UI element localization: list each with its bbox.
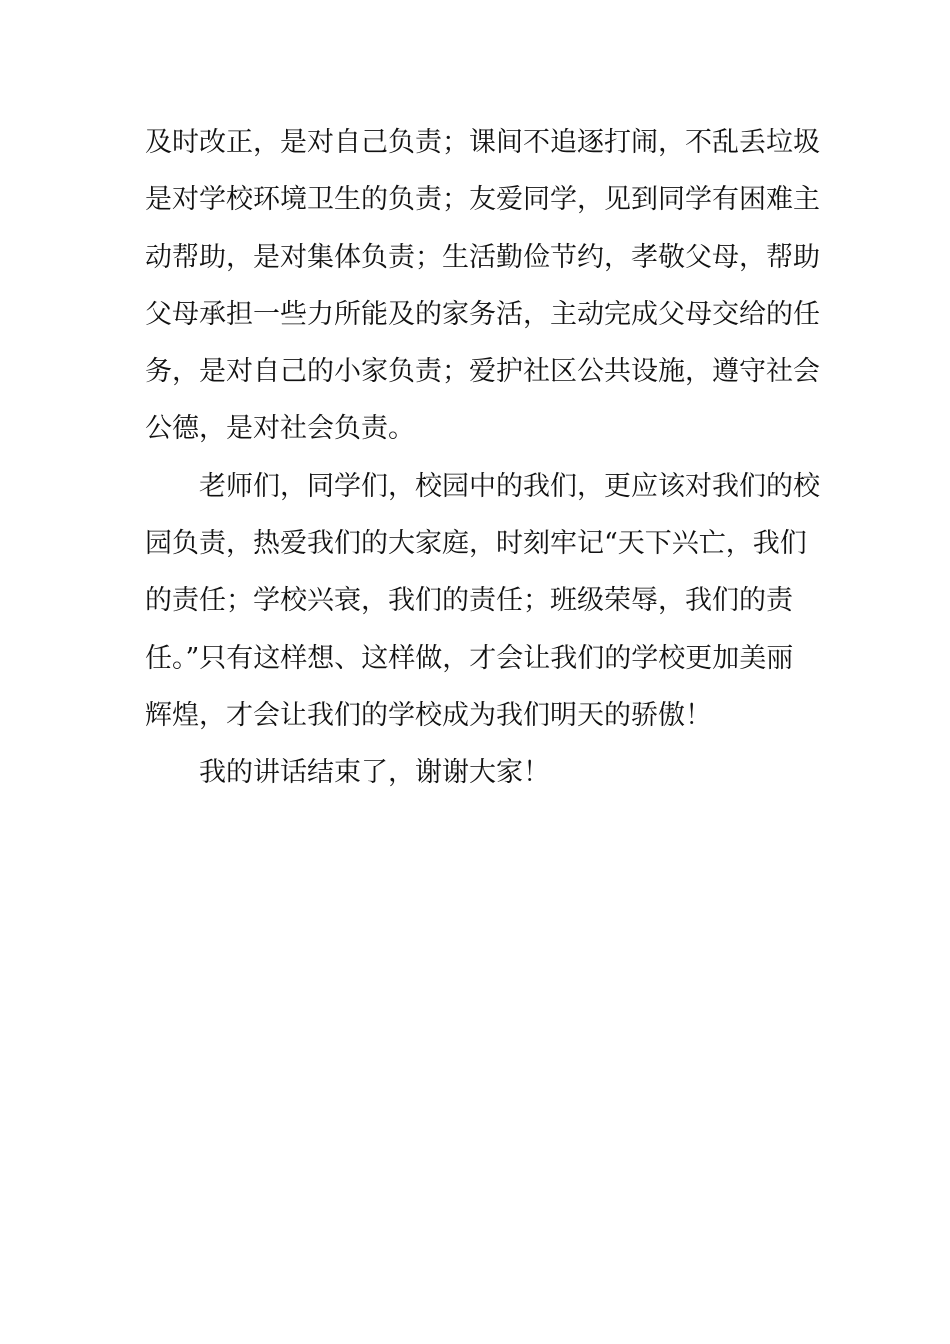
paragraph-line: 务，是对自己的小家负责；爱护社区公共设施，遵守社会 xyxy=(145,356,820,388)
paragraph-line: 我的讲话结束了，谢谢大家！ xyxy=(199,757,550,789)
paragraph-line: 园负责，热爱我们的大家庭，时刻牢记“天下兴亡，我们 xyxy=(145,528,807,560)
paragraph-line: 父母承担一些力所能及的家务活，主动完成父母交给的任 xyxy=(145,298,820,330)
paragraph-line: 及时改正，是对自己负责；课间不追逐打闹，不乱丢垃圾 xyxy=(145,127,820,158)
paragraph-closing xyxy=(145,744,810,801)
paragraph-line: 动帮助，是对集体负责；生活勤俭节约，孝敬父母，帮助 xyxy=(145,241,820,273)
paragraph-line: 辉煌，才会让我们的学校成为我们明天的骄傲！ xyxy=(145,699,712,731)
paragraph-line: 是对学校环境卫生的负责；友爱同学，见到同学有困难主 xyxy=(145,184,820,216)
paragraph-line: 老师们，同学们，校园中的我们，更应该对我们的校 xyxy=(199,470,820,502)
paragraph-line: 任。”只有这样想、这样做，才会让我们的学校更加美丽 xyxy=(145,642,794,674)
paragraph-school xyxy=(145,458,820,744)
paragraph-line: 公德，是对社会负责。 xyxy=(145,413,415,445)
paragraph-responsibility xyxy=(145,114,820,458)
paragraph-line: 的责任；学校兴衰，我们的责任；班级荣辱，我们的责 xyxy=(145,585,793,617)
speech-text xyxy=(145,114,820,802)
